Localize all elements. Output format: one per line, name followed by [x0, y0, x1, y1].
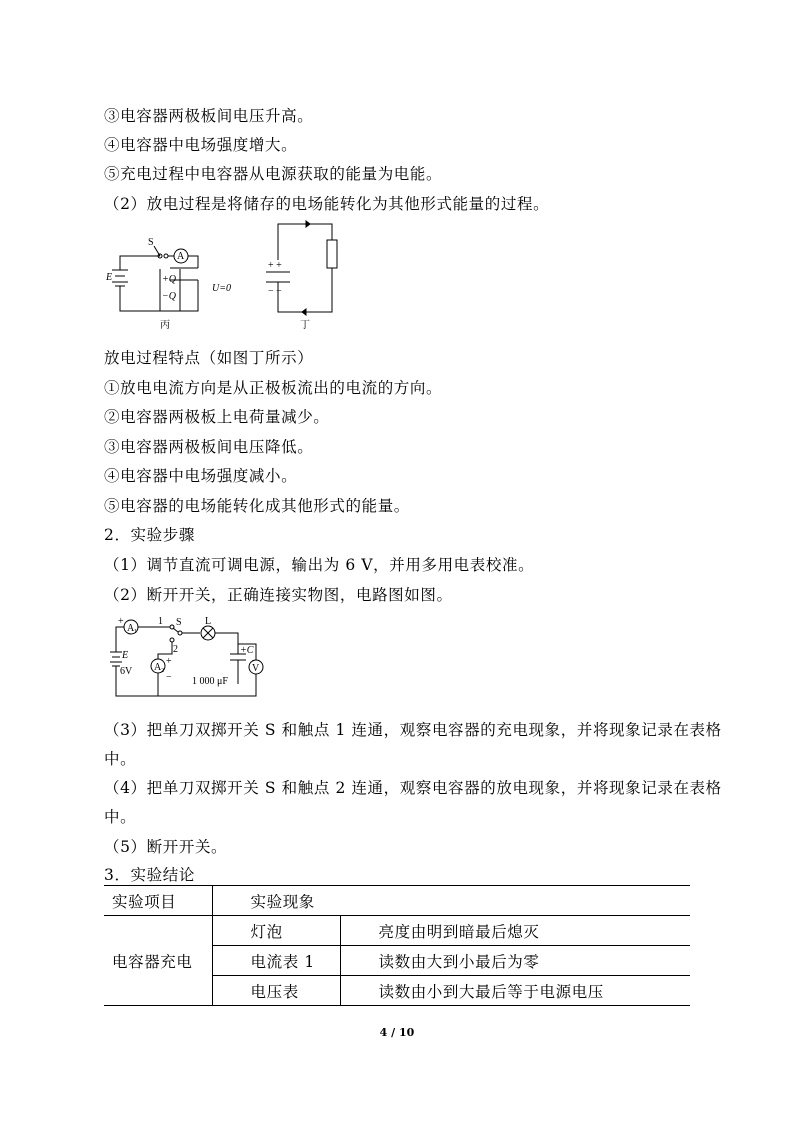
section-heading: 2．实验步骤	[104, 526, 195, 544]
table-cell: 灯泡	[212, 916, 340, 946]
label-S: S	[176, 617, 182, 628]
text-line: （5）断开开关。	[104, 838, 228, 856]
text-line: （4）把单刀双掷开关 S 和触点 2 连通，观察电容器的放电现象，并将现象记录在表格	[104, 779, 722, 797]
contact-2-label: 2	[173, 644, 178, 655]
text-line: ③电容器两极板间电压降低。	[104, 438, 314, 456]
text-line: ③电容器两极板间电压升高。	[104, 107, 314, 125]
results-table	[104, 885, 690, 1006]
text-line: ②电容器两极板上电荷量减少。	[104, 408, 330, 426]
label-u: U=0	[212, 283, 231, 294]
figure-experiment-circuit	[110, 614, 270, 708]
label-minus-plates: − −	[268, 286, 282, 297]
text-line: ⑤电容器的电场能转化成其他形式的能量。	[104, 497, 410, 515]
text-line: ①放电电流方向是从正极板流出的电流的方向。	[104, 379, 443, 397]
figure-ding	[262, 220, 352, 339]
text-line: 中。	[104, 750, 137, 768]
label-plus-plates: + +	[268, 260, 282, 271]
text-line: 中。	[104, 808, 137, 826]
text-line: ⑤充电过程中电容器从电源获取的能量为电能。	[104, 165, 443, 183]
table-cell: 电流表 1	[212, 946, 340, 976]
table-cell: 读数由小到大最后等于电源电压	[340, 976, 690, 1006]
text-line: ④电容器中电场强度减小。	[104, 467, 298, 485]
table-header-item: 实验项目	[104, 886, 212, 916]
label-plus: +	[118, 616, 124, 627]
text-line: （3）把单刀双掷开关 S 和触点 1 连通，观察电容器的充电现象，并将现象记录在表格	[104, 721, 722, 739]
ammeter-icon: A	[177, 251, 185, 262]
caption-bing: 丙	[160, 320, 170, 331]
capacitor-label: +C	[240, 645, 254, 656]
lamp-label: L	[205, 616, 212, 627]
capacitance-label: 1 000 μF	[192, 676, 228, 687]
ammeter-2-sub: 2	[161, 668, 164, 674]
label-plus: +	[166, 656, 172, 667]
ammeter-1-icon: A	[127, 623, 135, 634]
label-E: E	[106, 272, 113, 283]
text-line: 放电过程特点（如图丁所示）	[104, 349, 314, 367]
section-heading: 3．实验结论	[104, 866, 195, 884]
text-line: ④电容器中电场强度增大。	[104, 136, 298, 154]
ammeter-1-sub: 1	[134, 629, 137, 635]
table-cell: 亮度由明到暗最后熄灭	[340, 916, 690, 946]
label-minus-q: −Q	[162, 291, 176, 302]
caption-ding: 丁	[300, 320, 310, 331]
table-cell: 读数由大到小最后为零	[340, 946, 690, 976]
label-S: S	[148, 237, 154, 248]
label-E: E	[122, 650, 129, 661]
table-group-label: 电容器充电	[104, 916, 212, 1006]
label-plus-q: +Q	[162, 274, 176, 285]
ammeter-2-icon: A	[154, 662, 162, 673]
page-number: 4 / 10	[379, 1026, 415, 1039]
text-line: （2）断开开关，正确连接实物图，电路图如图。	[104, 586, 453, 604]
text-line: （1）调节直流可调电源，输出为 6 V，并用多用电表校准。	[104, 556, 535, 574]
label-voltage: 6V	[120, 666, 133, 677]
table-header-phenomenon: 实验现象	[212, 886, 690, 916]
contact-1-label: 1	[158, 616, 163, 627]
label-minus: −	[166, 672, 172, 683]
text-line: （2）放电过程是将储存的电场能转化为其他形式能量的过程。	[104, 195, 550, 213]
table-cell: 电压表	[212, 976, 340, 1006]
voltmeter-icon: V	[252, 663, 260, 674]
figure-bing	[104, 236, 244, 340]
